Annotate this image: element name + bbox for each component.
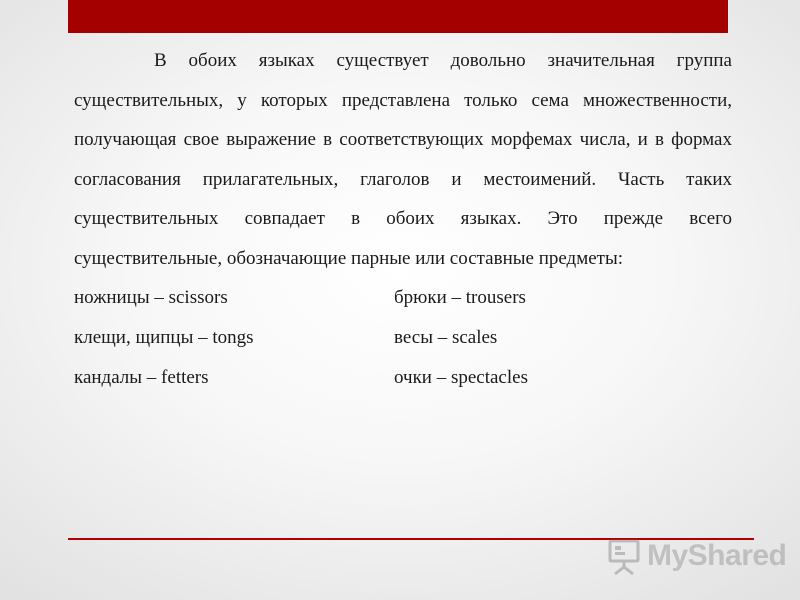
- body-paragraph: В обоих языках существует довольно значительная группа существительных, у которых представлена только сема множественности, получающая свое выражение в соответствующих морфемах числа, и в формах согласования прилагательных, глаголов и местоимений. Часть таких существительных совпадает в обоих языках. Это прежде всего существительные, обозначающие парные или составные предметы:: [74, 50, 732, 269]
- watermark-text: MyShared: [647, 539, 787, 572]
- word-pair-left: кандалы – fetters: [74, 367, 209, 389]
- word-pair-row: [74, 358, 732, 398]
- word-pair-right: очки – spectacles: [394, 367, 528, 389]
- presentation-board-icon: [607, 537, 641, 575]
- top-accent-bar: [68, 0, 728, 33]
- word-pair-left: ножницы – scissors: [74, 287, 228, 309]
- slide-content: [74, 41, 732, 398]
- word-pair-right: весы – scales: [394, 327, 498, 349]
- word-pair-left: клещи, щипцы – tongs: [74, 327, 254, 349]
- word-pairs-table: [74, 278, 732, 398]
- word-pair-right: брюки – trousers: [394, 287, 526, 309]
- word-pair-row: [74, 278, 732, 318]
- myshared-watermark: [607, 536, 786, 576]
- word-pair-row: [74, 318, 732, 358]
